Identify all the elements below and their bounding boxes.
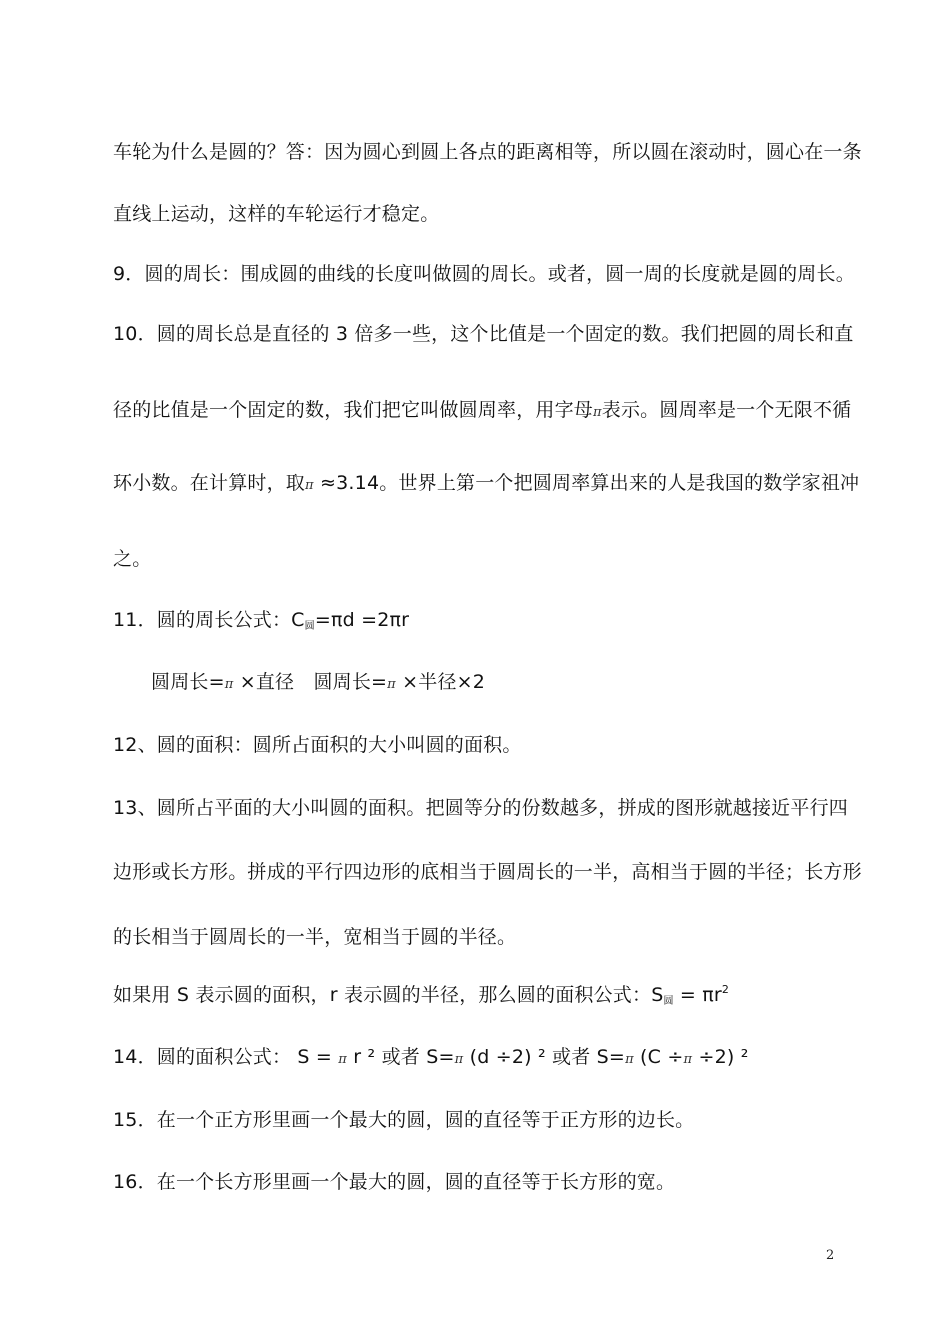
text-line <box>151 670 881 697</box>
text-line <box>113 1045 843 1072</box>
text-span: 15．在一个正方形里画一个最大的圆，圆的直径等于正方形的边长。 <box>113 1109 695 1131</box>
text-span: 13、圆所占平面的大小叫圆的面积。把圆等分的份数越多，拼成的图形就越接近平行四 <box>113 797 848 819</box>
pi-symbol: π <box>454 1052 464 1067</box>
text-span: (C ÷ <box>633 1046 684 1068</box>
page-number: 2 <box>826 1248 835 1263</box>
subscript: 圆 <box>663 996 674 1007</box>
text-span: 车轮为什么是圆的？答：因为圆心到圆上各点的距离相等，所以圆在滚动时，圆心在一条 <box>113 141 862 163</box>
text-line <box>113 796 848 820</box>
pi-symbol: π <box>683 1052 693 1067</box>
pi-symbol: π <box>387 677 396 692</box>
text-span: 12、圆的面积：圆所占面积的大小叫圆的面积。 <box>113 734 522 756</box>
superscript: 2 <box>721 983 730 996</box>
text-line <box>113 202 843 226</box>
text-span: r ² 或者 S= <box>347 1046 455 1068</box>
text-span: 径的比值是一个固定的数，我们把它叫做圆周率，用字母 <box>113 399 594 421</box>
text-line <box>113 262 855 286</box>
text-span: 10．圆的周长总是直径的 3 倍多一些，这个比值是一个固定的数。我们把圆的周长和直 <box>113 323 854 345</box>
pi-symbol: π <box>625 1052 634 1067</box>
text-span: ÷2) ² <box>692 1046 749 1068</box>
text-line <box>113 860 862 884</box>
text-line <box>113 608 843 636</box>
text-line <box>113 547 843 571</box>
text-line <box>113 322 854 346</box>
text-span: 之。 <box>113 548 152 570</box>
pi-symbol: π <box>305 478 314 493</box>
text-line <box>113 398 852 425</box>
subscript: 圆 <box>304 621 315 632</box>
pi-symbol: π <box>224 677 234 692</box>
text-line <box>113 733 843 757</box>
text-span: ×直径 圆周长= <box>233 671 388 693</box>
text-line <box>113 925 843 949</box>
text-line <box>113 140 862 164</box>
text-span: 表示。圆周率是一个无限不循 <box>601 399 852 421</box>
text-span: 边形或长方形。拼成的平行四边形的底相当于圆周长的一半，高相当于圆的半径；长方形 <box>113 861 862 883</box>
text-span: 11．圆的周长公式：C <box>113 609 305 631</box>
text-span: ≈3.14。世界上第一个把圆周率算出来的人是我国的数学家祖冲 <box>313 472 860 494</box>
text-span: 环小数。在计算时，取 <box>113 472 306 494</box>
text-line <box>113 983 843 1011</box>
text-span: 直线上运动，这样的车轮运行才稳定。 <box>113 203 440 225</box>
text-line <box>113 1170 843 1194</box>
text-line <box>113 471 860 498</box>
text-span: 14．圆的面积公式： S = <box>113 1046 339 1068</box>
text-span: = πr <box>673 984 722 1006</box>
text-span: 圆周长= <box>151 671 225 693</box>
text-span: 9．圆的周长：围成圆的曲线的长度叫做圆的周长。或者，圆一周的长度就是圆的周长。 <box>113 263 855 285</box>
pi-symbol: π <box>338 1052 348 1067</box>
text-line <box>113 1108 843 1132</box>
text-span: 16．在一个长方形里画一个最大的圆，圆的直径等于长方形的宽。 <box>113 1171 676 1193</box>
text-span: =πd =2πr <box>314 609 410 631</box>
text-span: ×半径×2 <box>395 671 486 693</box>
text-span: (d ÷2) ² 或者 S= <box>463 1046 626 1068</box>
pi-symbol: π <box>593 405 602 420</box>
text-span: 如果用 S 表示圆的面积，r 表示圆的半径，那么圆的面积公式：S <box>113 984 664 1006</box>
text-span: 的长相当于圆周长的一半，宽相当于圆的半径。 <box>113 926 517 948</box>
